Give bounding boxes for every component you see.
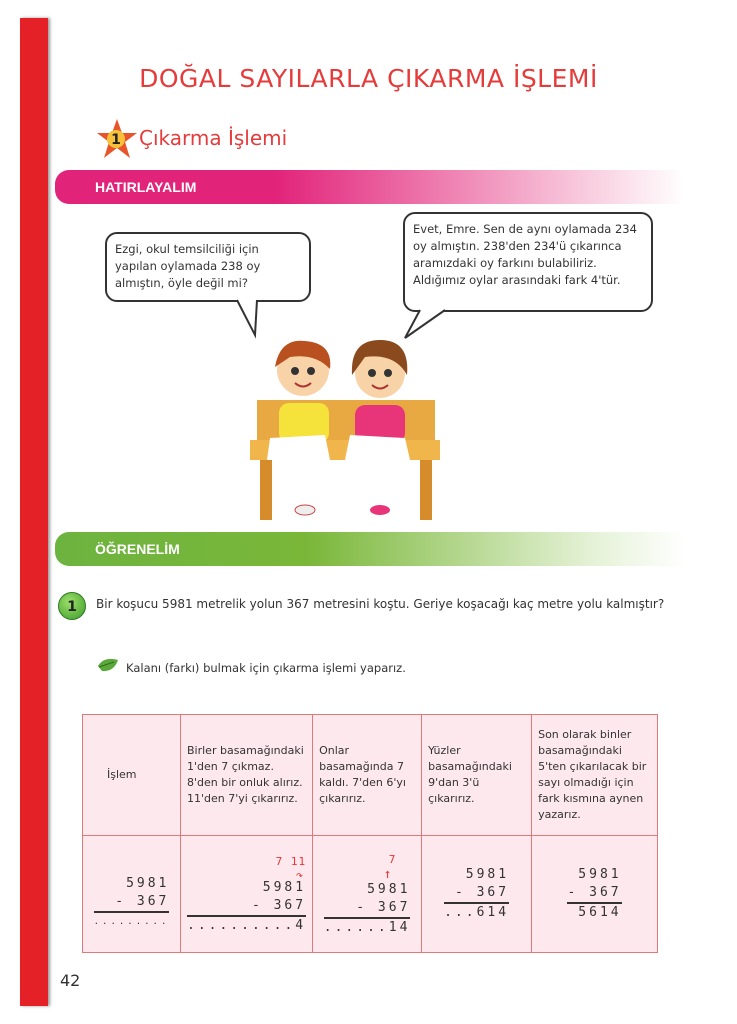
curved-arrow-icon: ↷ bbox=[295, 868, 307, 882]
speech-bubble-left: Ezgi, okul temsilciliği için yapılan oylamada 238 oy almıştın, öyle değil mi? bbox=[105, 232, 311, 302]
question-text: Bir koşucu 5981 metrelik yolun 367 metresini koştu. Geriye koşacağı kaç metre yolu kalmıştır? bbox=[96, 597, 665, 611]
hint-text: Kalanı (farkı) bulmak için çıkarma işlemi yaparız. bbox=[126, 661, 406, 675]
up-arrow-icon: ↑ bbox=[383, 867, 395, 882]
calc-cell: 5981 - 367 5614 bbox=[532, 836, 658, 953]
hatirlayalim-banner: HATIRLAYALIM bbox=[55, 170, 685, 204]
speech-bubble-right: Evet, Emre. Sen de aynı oylamada 234 oy almıştın. 238'den 234'ü çıkarınca aramızdaki oy farkını bulabiliriz. Aldığımız oylar arasındaki fark 4'tür. bbox=[403, 212, 653, 312]
calc-cell: 7 ↑ 5981 - 367 ......14 bbox=[313, 836, 422, 953]
header-cell: Birler basamağındaki 1'den 7 çıkmaz. 8'den bir onluk alırız. 11'den 7'yi çıkarırız. bbox=[181, 715, 313, 836]
header-cell: Onlar basamağında 7 kaldı. 7'den 6'yı çıkarırız. bbox=[313, 715, 422, 836]
table-calc-row bbox=[83, 836, 658, 953]
subtraction-steps-table bbox=[82, 714, 658, 953]
leaf-icon bbox=[96, 656, 120, 674]
calc-cell: 5981 - 367 ...614 bbox=[422, 836, 532, 953]
question-number-badge: 1 bbox=[58, 592, 86, 620]
page-title: DOĞAL SAYILARLA ÇIKARMA İŞLEMİ bbox=[139, 64, 598, 93]
calc-cell: 7 11 ↷ 5981 - 367 ..........4 bbox=[181, 836, 313, 953]
section-title: Çıkarma İşlemi bbox=[139, 126, 288, 150]
header-cell: Son olarak binler basamağındaki 5'ten çıkarılacak bir sayı olmadığı için fark kısmına aynen yazarız. bbox=[532, 715, 658, 836]
table-header-row bbox=[83, 715, 658, 836]
section-number: 1 bbox=[111, 132, 121, 148]
children-at-desk-illustration bbox=[245, 335, 445, 530]
page-number: 42 bbox=[60, 971, 81, 990]
header-cell: Yüzler basamağındaki 9'dan 3'ü çıkarırız. bbox=[422, 715, 532, 836]
header-cell: İşlem bbox=[83, 715, 181, 836]
calc-cell: 5981 - 367 ......... bbox=[83, 836, 181, 953]
ogrenelim-banner: ÖĞRENELİM bbox=[55, 532, 685, 566]
